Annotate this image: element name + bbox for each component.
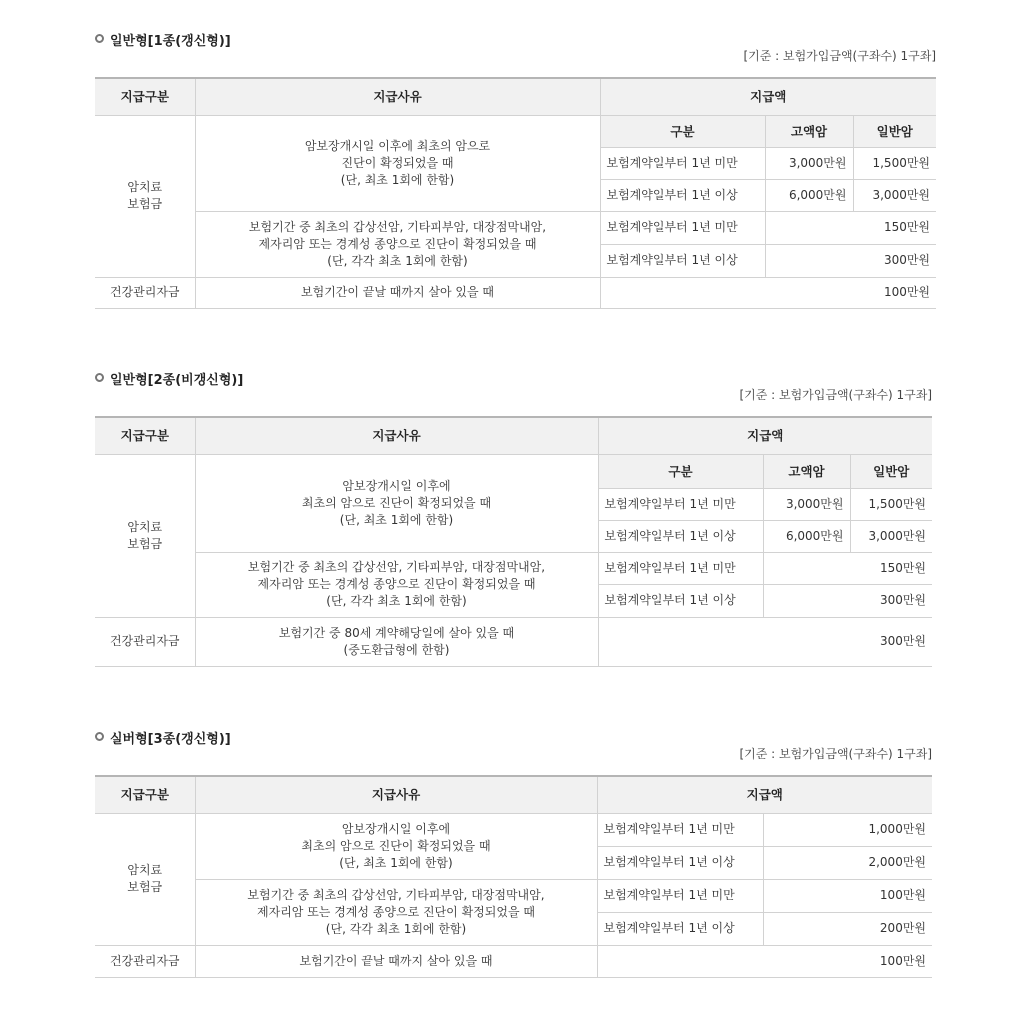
health-amount: 300만원 [598, 617, 932, 666]
table-row [95, 945, 932, 977]
section-title-text: 일반형[1종(갱신형)] [110, 34, 231, 49]
period-cell: 보험계약일부터 1년 미만 [598, 552, 763, 584]
amount-cell: 150만원 [763, 552, 932, 584]
reason-line: 암보장개시일 이후에 최초의 암으로 [304, 138, 491, 153]
period-cell: 보험계약일부터 1년 미만 [600, 211, 765, 244]
reason-line: 보험기간 중 최초의 갑상선암, 기타피부암, 대장점막내암, [247, 560, 546, 574]
reason-line: (단, 각각 최초 1회에 한함) [327, 253, 468, 268]
health-label: 건강관리자금 [95, 617, 195, 666]
basis-note: [기준 : 보험가입금액(구좌수) 1구좌] [739, 388, 932, 402]
reason-minor [195, 879, 597, 945]
reason-line: 보험기간 중 최초의 갑상선암, 기타피부암, 대장점막내암, [247, 887, 545, 902]
basis-note: [기준 : 보험가입금액(구좌수) 1구좌] [739, 747, 932, 761]
amount-cell: 1,000만원 [763, 813, 932, 846]
health-label: 건강관리자금 [95, 945, 195, 977]
high-amount-cell: 6,000만원 [763, 520, 850, 552]
period-cell: 보험계약일부터 1년 이상 [598, 584, 763, 617]
reason-minor [195, 211, 600, 277]
reason-line: (단, 최초 1회에 한함) [339, 512, 454, 527]
health-reason: 보험기간이 끝날 때까지 살아 있을 때 [195, 945, 597, 977]
reason-line: 암보장개시일 이후에 [341, 821, 451, 836]
amount-cell: 150만원 [765, 211, 936, 244]
subheader-general: 일반암 [853, 115, 936, 147]
amount-cell: 300만원 [765, 244, 936, 277]
header-category: 지급구분 [95, 776, 195, 813]
high-amount-cell: 6,000만원 [765, 179, 853, 211]
reason-line: 암보장개시일 이후에 [342, 478, 451, 493]
subheader-type: 구분 [598, 454, 763, 488]
benefit-table [95, 775, 932, 978]
header-reason: 지급사유 [195, 417, 598, 454]
high-amount-cell: 3,000만원 [763, 488, 850, 520]
table-row [95, 879, 932, 912]
reason-line: 제자리암 또는 경계성 종양으로 진단이 확정되었을 때 [257, 577, 536, 591]
reason-line: (단, 최초 1회에 한함) [340, 172, 455, 187]
header-amount: 지급액 [598, 417, 932, 454]
period-cell: 보험계약일부터 1년 미만 [598, 488, 763, 520]
reason-line: 진단이 확정되었을 때 [341, 155, 454, 170]
health-amount: 100만원 [600, 277, 936, 308]
general-amount-cell: 1,500만원 [853, 147, 936, 179]
reason-line: (단, 각각 최초 1회에 한함) [326, 594, 467, 608]
subheader-high: 고액암 [763, 454, 850, 488]
circle-bullet-icon [95, 34, 104, 43]
section-title [95, 369, 243, 388]
table-row [95, 277, 936, 308]
cancer-label-text: 암치료 보험금 [127, 180, 163, 211]
reason-line: 최초의 암으로 진단이 확정되었을 때 [301, 838, 491, 853]
header-reason: 지급사유 [195, 78, 600, 115]
reason-cancer [195, 813, 597, 879]
general-amount-cell: 3,000만원 [853, 179, 936, 211]
header-category: 지급구분 [95, 417, 195, 454]
reason-cancer [195, 454, 598, 552]
reason-line: 제자리암 또는 경계성 종양으로 진단이 확정되었을 때 [257, 904, 535, 919]
section-title [95, 30, 231, 49]
period-cell: 보험계약일부터 1년 이상 [597, 912, 763, 945]
reason-line: 보험기간 중 최초의 갑상선암, 기타피부암, 대장점막내암, [248, 219, 547, 234]
cancer-label [95, 813, 195, 945]
section-title-text: 일반형[2종(비갱신형)] [110, 373, 244, 388]
subheader-general: 일반암 [850, 454, 932, 488]
subheader-high: 고액암 [765, 115, 853, 147]
benefit-table [95, 416, 932, 667]
cancer-label [95, 115, 195, 277]
table-row [95, 211, 936, 244]
benefit-table [95, 77, 936, 309]
general-amount-cell: 3,000만원 [850, 520, 932, 552]
table-row [95, 552, 932, 584]
circle-bullet-icon [95, 373, 104, 382]
period-cell: 보험계약일부터 1년 이상 [600, 179, 765, 211]
reason-line: (중도환급형에 한함) [343, 642, 450, 657]
health-amount: 100만원 [597, 945, 932, 977]
period-cell: 보험계약일부터 1년 이상 [598, 520, 763, 552]
header-amount: 지급액 [600, 78, 936, 115]
header-reason: 지급사유 [195, 776, 597, 813]
header-amount: 지급액 [597, 776, 932, 813]
period-cell: 보험계약일부터 1년 미만 [597, 879, 763, 912]
basis-note: [기준 : 보험가입금액(구좌수) 1구좌] [743, 49, 936, 63]
cancer-label-text: 암치료 보험금 [127, 519, 163, 551]
health-label: 건강관리자금 [95, 277, 195, 308]
amount-cell: 2,000만원 [763, 846, 932, 879]
reason-line: 제자리암 또는 경계성 종양으로 진단이 확정되었을 때 [258, 236, 537, 251]
period-cell: 보험계약일부터 1년 미만 [600, 147, 765, 179]
period-cell: 보험계약일부터 1년 미만 [597, 813, 763, 846]
section-title-text: 실버형[3종(갱신형)] [110, 732, 231, 747]
amount-cell: 200만원 [763, 912, 932, 945]
period-cell: 보험계약일부터 1년 이상 [600, 244, 765, 277]
section-title [95, 728, 231, 747]
health-reason [195, 617, 598, 666]
reason-cancer [195, 115, 600, 211]
table-row [95, 813, 932, 846]
reason-line: (단, 최초 1회에 한함) [339, 855, 453, 870]
health-reason: 보험기간이 끝날 때까지 살아 있을 때 [195, 277, 600, 308]
high-amount-cell: 3,000만원 [765, 147, 853, 179]
reason-minor [195, 552, 598, 617]
subheader-type: 구분 [600, 115, 765, 147]
circle-bullet-icon [95, 732, 104, 741]
period-cell: 보험계약일부터 1년 이상 [597, 846, 763, 879]
cancer-label-text: 암치료 보험금 [127, 863, 163, 894]
general-amount-cell: 1,500만원 [850, 488, 932, 520]
amount-cell: 100만원 [763, 879, 932, 912]
reason-line: (단, 각각 최초 1회에 한함) [325, 921, 467, 936]
table-row [95, 617, 932, 666]
reason-line: 최초의 암으로 진단이 확정되었을 때 [301, 495, 492, 510]
cancer-label [95, 454, 195, 617]
reason-line: 보험기간 중 80세 계약해당일에 살아 있을 때 [278, 625, 515, 640]
amount-cell: 300만원 [763, 584, 932, 617]
header-category: 지급구분 [95, 78, 195, 115]
